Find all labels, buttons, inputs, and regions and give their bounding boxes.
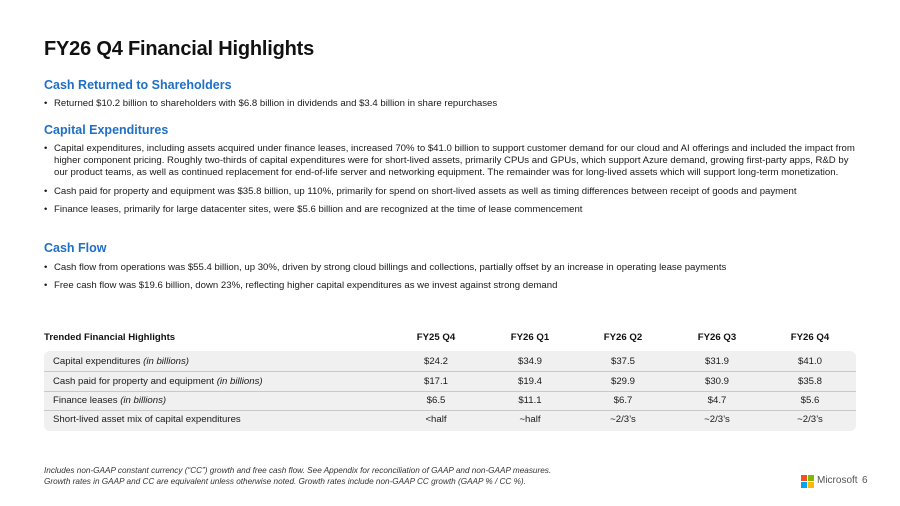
bullet-item: • Capital expenditures, including assets acquired under finance leases, increased 70% to $41.0 billion to support customer demand for our cloud and AI offerings and included the impact from higher component pricing. Roughly two-thirds of capital expenditures were for short-lived assets, primarily CPUs and GPUs, which support Azure demand, growing first-party apps, R&D by our product teams, as well as continued replacement for end-of-life server and networking equipment. The remainder was for long-lived assets which will support long-term monetization. xyxy=(44,143,860,180)
table-cell: $4.7 xyxy=(707,395,727,406)
logo-square xyxy=(808,482,814,488)
footnote-line: Includes non-GAAP constant currency (“CC”) growth and free cash flow. See Appendix for reconciliation of GAAP and non-GAAP measures. xyxy=(44,466,552,475)
table-cell: ~2/3’s xyxy=(704,414,730,425)
section-heading-cash-flow: Cash Flow xyxy=(44,241,107,255)
section-heading-cash-returned: Cash Returned to Shareholders xyxy=(44,78,232,92)
logo-square xyxy=(808,475,814,481)
column-header: FY25 Q4 xyxy=(416,332,456,343)
capex-bullets xyxy=(44,143,860,222)
page-title: FY26 Q4 Financial Highlights xyxy=(44,38,315,60)
table-row xyxy=(44,352,856,371)
table-cell: $19.4 xyxy=(517,376,542,387)
logo-square xyxy=(801,482,807,488)
row-label: Finance leases (in billions) xyxy=(53,395,167,406)
table-row xyxy=(44,391,856,410)
table-cell: <half xyxy=(425,414,447,425)
table-cell: $34.9 xyxy=(517,356,542,367)
bullet-item: • Finance leases, primarily for large datacenter sites, were $5.6 billion and are recognized at the time of lease commencement xyxy=(44,204,860,216)
column-header: FY26 Q1 xyxy=(510,332,550,343)
table-cell: $37.5 xyxy=(610,356,635,367)
table-cell: $30.9 xyxy=(704,376,729,387)
table-cell: $31.9 xyxy=(704,356,729,367)
table-cell: $6.7 xyxy=(613,395,633,406)
bullet-item: • Returned $10.2 billion to shareholders with $6.8 billion in dividends and $3.4 billion in share repurchases xyxy=(44,98,860,110)
table-cell: ~2/3’s xyxy=(610,414,636,425)
table-cell: $17.1 xyxy=(423,376,448,387)
bullet-item: • Free cash flow was $19.6 billion, down 23%, reflecting higher capital expenditures as we invest against strong demand xyxy=(44,280,860,292)
table-cell: $29.9 xyxy=(610,376,635,387)
footnote-line: Growth rates in GAAP and CC are equivalent unless otherwise noted. Growth rates include non-GAAP CC growth (GAAP % / CC %). xyxy=(44,476,526,486)
column-header: FY26 Q2 xyxy=(603,332,643,343)
cash-flow-bullets xyxy=(44,262,860,298)
microsoft-logo-icon xyxy=(801,475,814,488)
table-cell: $35.8 xyxy=(797,376,822,387)
row-label: Short-lived asset mix of capital expenditures xyxy=(53,414,241,425)
bullet-item: • Cash flow from operations was $55.4 billion, up 30%, driven by strong cloud billings and collections, partially offset by an increase in operating lease payments xyxy=(44,262,860,274)
table-title: Trended Financial Highlights xyxy=(44,332,176,343)
table-row xyxy=(44,372,856,391)
table-cell: ~half xyxy=(519,414,541,425)
table-cell: $5.6 xyxy=(800,395,820,406)
financial-table xyxy=(44,351,856,431)
bullet-item: • Cash paid for property and equipment was $35.8 billion, up 110%, primarily for spend on short-lived assets as well as timing differences between receipt of goods and payment xyxy=(44,186,860,198)
table-cell: $6.5 xyxy=(426,395,446,406)
table-cell: ~2/3’s xyxy=(797,414,823,425)
table-header xyxy=(44,332,856,346)
row-label: Capital expenditures (in billions) xyxy=(53,356,189,367)
page-number: 6 xyxy=(862,475,868,486)
column-header: FY26 Q3 xyxy=(697,332,737,343)
cash-returned-bullets xyxy=(44,98,860,116)
column-header: FY26 Q4 xyxy=(790,332,830,343)
table-cell: $11.1 xyxy=(518,395,542,406)
row-label: Cash paid for property and equipment (in billions) xyxy=(53,376,263,387)
logo-square xyxy=(801,475,807,481)
table-cell: $41.0 xyxy=(797,356,822,367)
table-cell: $24.2 xyxy=(423,356,448,367)
section-heading-capex: Capital Expenditures xyxy=(44,123,169,137)
table-row xyxy=(44,410,856,429)
brand-name: Microsoft xyxy=(817,475,858,486)
footnote xyxy=(44,466,684,487)
